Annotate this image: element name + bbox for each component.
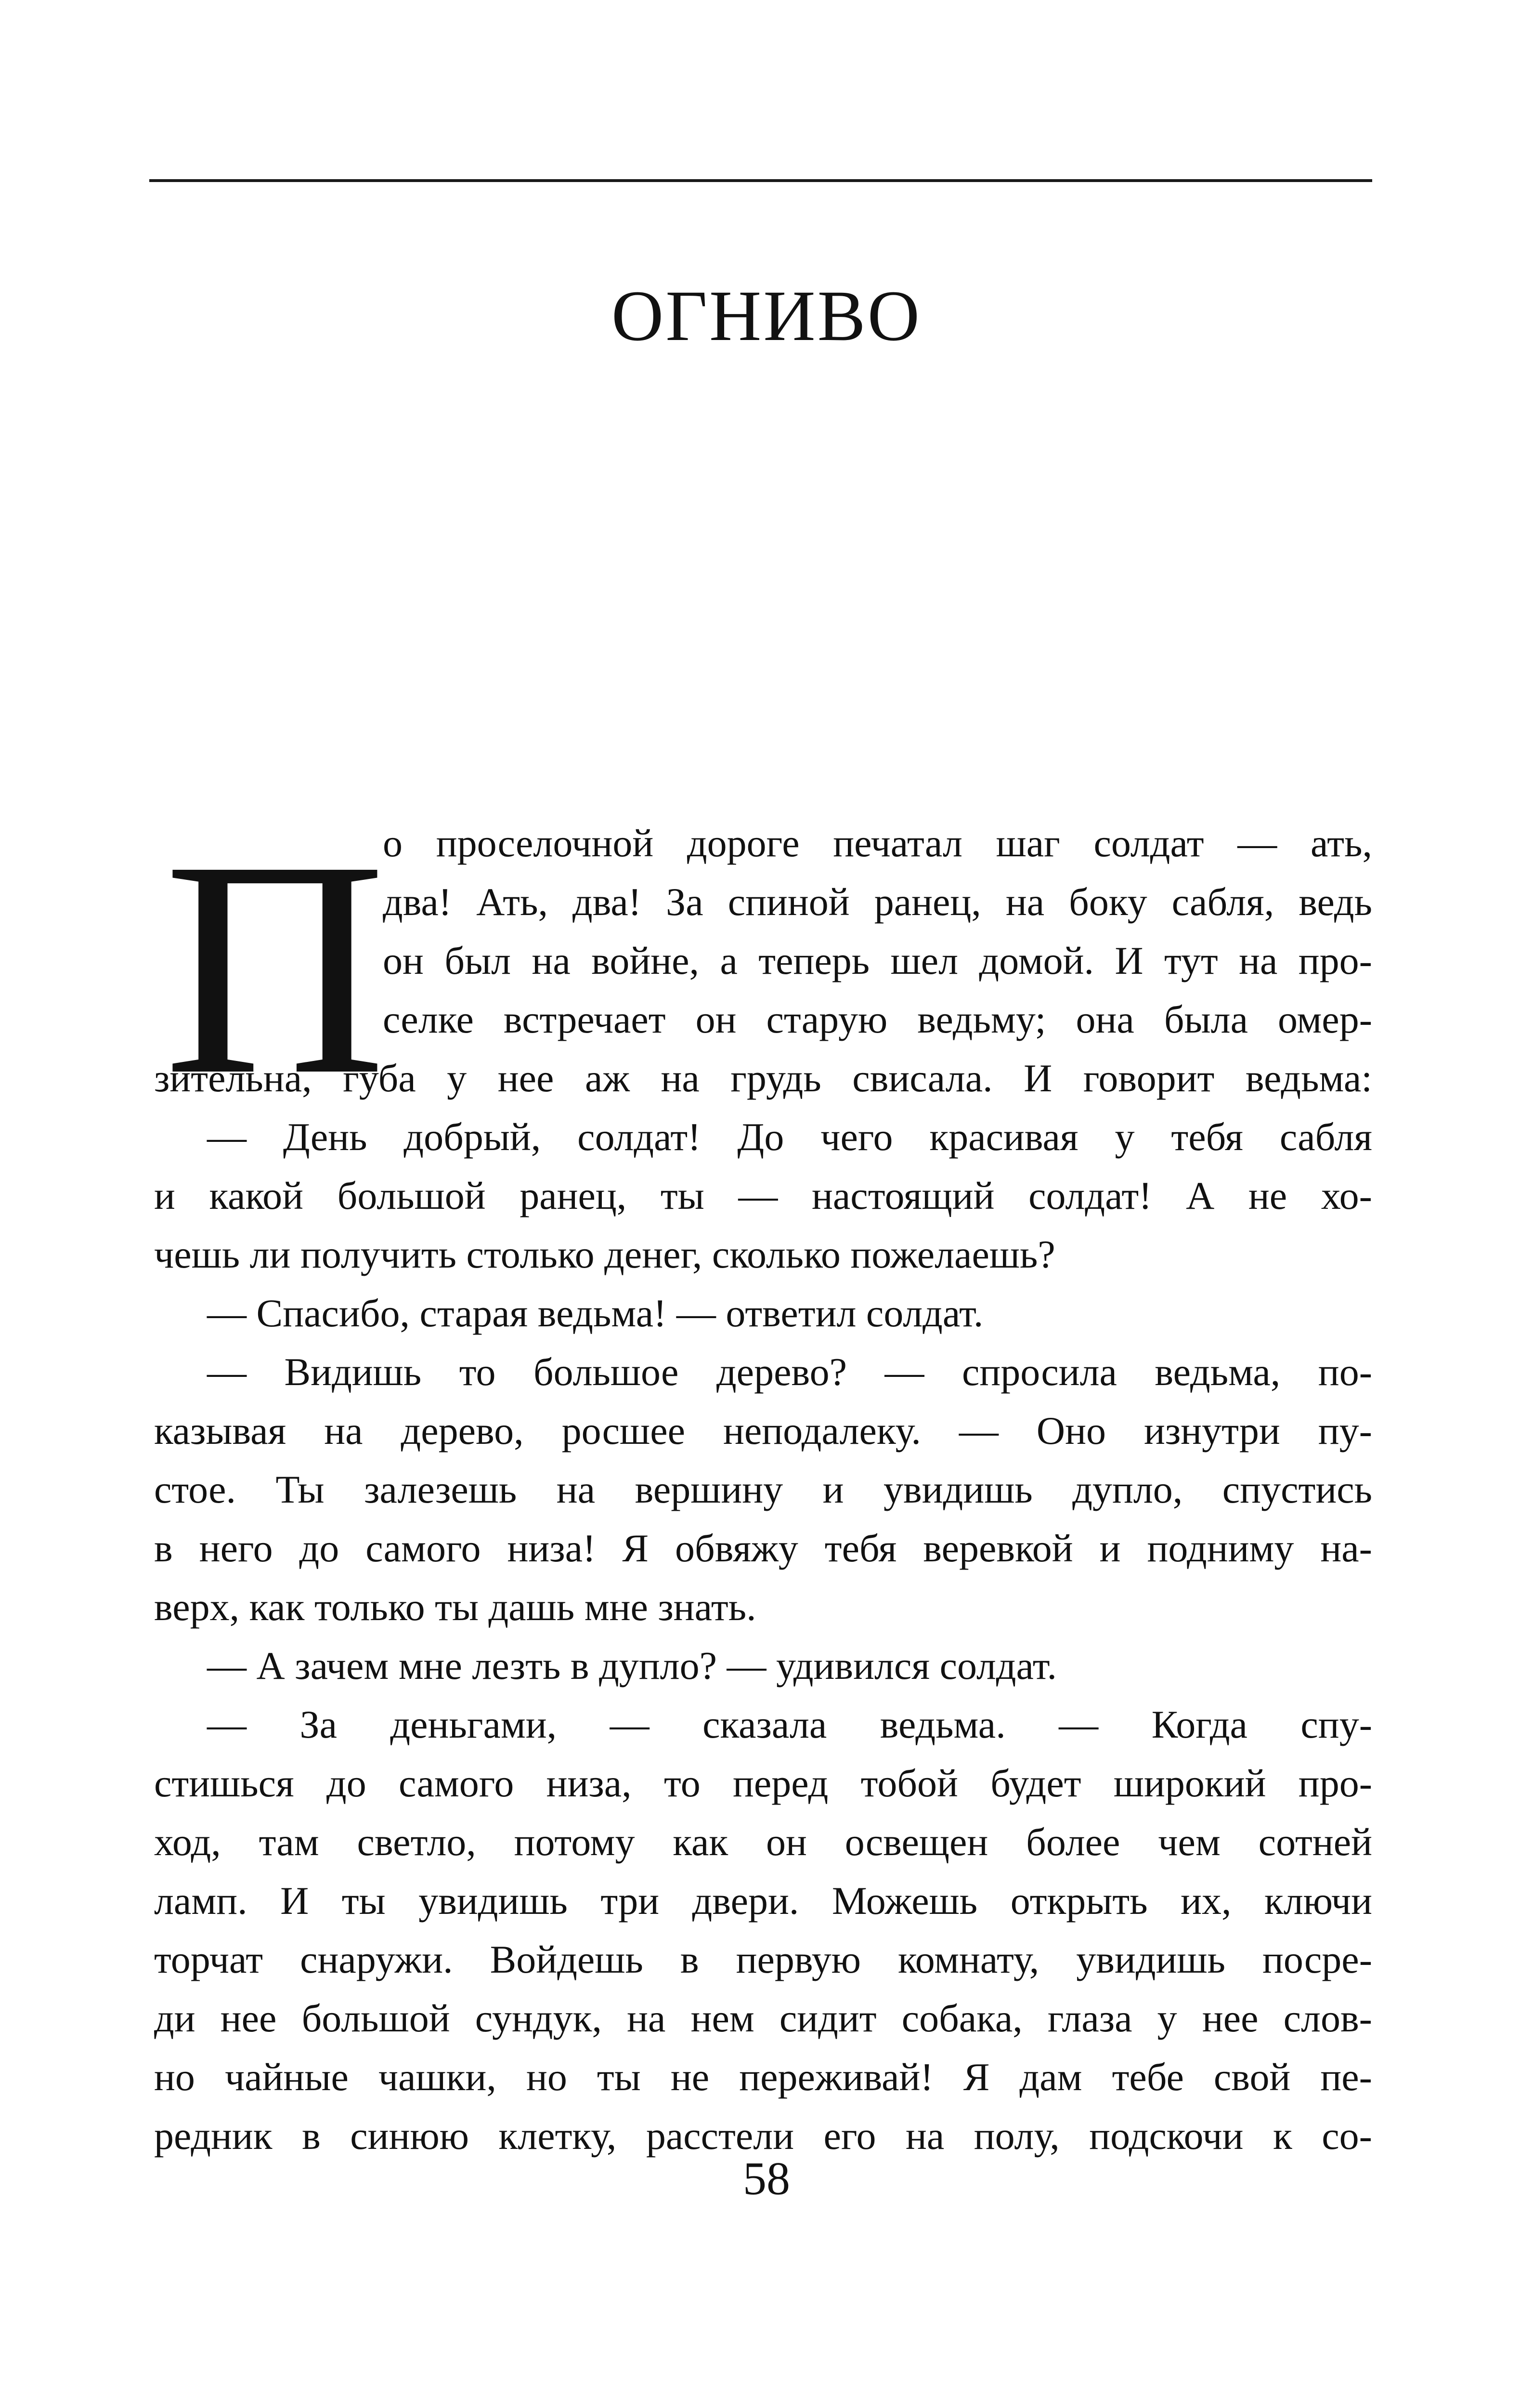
text-line: и какой большой ранец, ты — настоящий солдат! А не хо- (154, 1174, 1372, 1217)
text-line: верх, как только ты дашь мне знать. (154, 1585, 756, 1629)
text-line: казывая на дерево, росшее неподалеку. — Оно изнутри пу- (154, 1409, 1372, 1453)
text-line: ламп. И ты увидишь три двери. Можешь открыть их, ключи (154, 1879, 1372, 1923)
text-line: селке встречает он старую ведьму; она была омер- (383, 997, 1372, 1041)
text-line: зительна, губа у нее аж на грудь свисала. И говорит ведьма: (154, 1056, 1372, 1100)
text-line: он был на войне, а теперь шел домой. И тут на про- (383, 939, 1372, 982)
body-text (154, 798, 1372, 2165)
text-line: ди нее большой сундук, на нем сидит собака, глаза у нее слов- (154, 1996, 1372, 2040)
text-line: — Видишь то большое дерево? — спросила ведьма, по- (207, 1350, 1372, 1394)
header-rule (149, 179, 1372, 182)
text-line: о проселочной дороге печатал шаг солдат — ать, (383, 821, 1372, 865)
text-line: — День добрый, солдат! До чего красивая у тебя сабля (207, 1115, 1372, 1159)
text-line: чешь ли получить столько денег, сколько пожелаешь? (154, 1232, 1055, 1276)
text-line: редник в синюю клетку, расстели его на полу, подскочи к со- (154, 2114, 1372, 2158)
text-line: стое. Ты залезешь на вершину и увидишь дупло, спустись (154, 1467, 1372, 1511)
page-number: 58 (743, 2153, 790, 2205)
paragraph (154, 1636, 1372, 1695)
text-line: стишься до самого низа, то перед тобой будет широкий про- (154, 1761, 1372, 1805)
text-line: — Спасибо, старая ведьма! — ответил солдат. (207, 1291, 984, 1335)
text-line: торчат снаружи. Войдешь в первую комнату, увидишь посре- (154, 1937, 1372, 1981)
text-line: — За деньгами, — сказала ведьма. — Когда спу- (207, 1702, 1372, 1746)
drop-cap: П (164, 798, 387, 1139)
paragraph (154, 1284, 1372, 1343)
paragraph (154, 1343, 1372, 1636)
chapter-title: ОГНИВО (611, 276, 922, 356)
text-line: но чайные чашки, но ты не переживай! Я дам тебе свой пе- (154, 2055, 1372, 2099)
text-line: два! Ать, два! За спиной ранец, на боку сабля, ведь (383, 880, 1372, 924)
paragraph (154, 1695, 1372, 2165)
text-line: ход, там светло, потому как он освещен более чем сотней (154, 1820, 1372, 1864)
text-line: — А зачем мне лезть в дупло? — удивился солдат. (207, 1644, 1057, 1688)
text-line: в него до самого низа! Я обвяжу тебя веревкой и подниму на- (154, 1526, 1372, 1570)
